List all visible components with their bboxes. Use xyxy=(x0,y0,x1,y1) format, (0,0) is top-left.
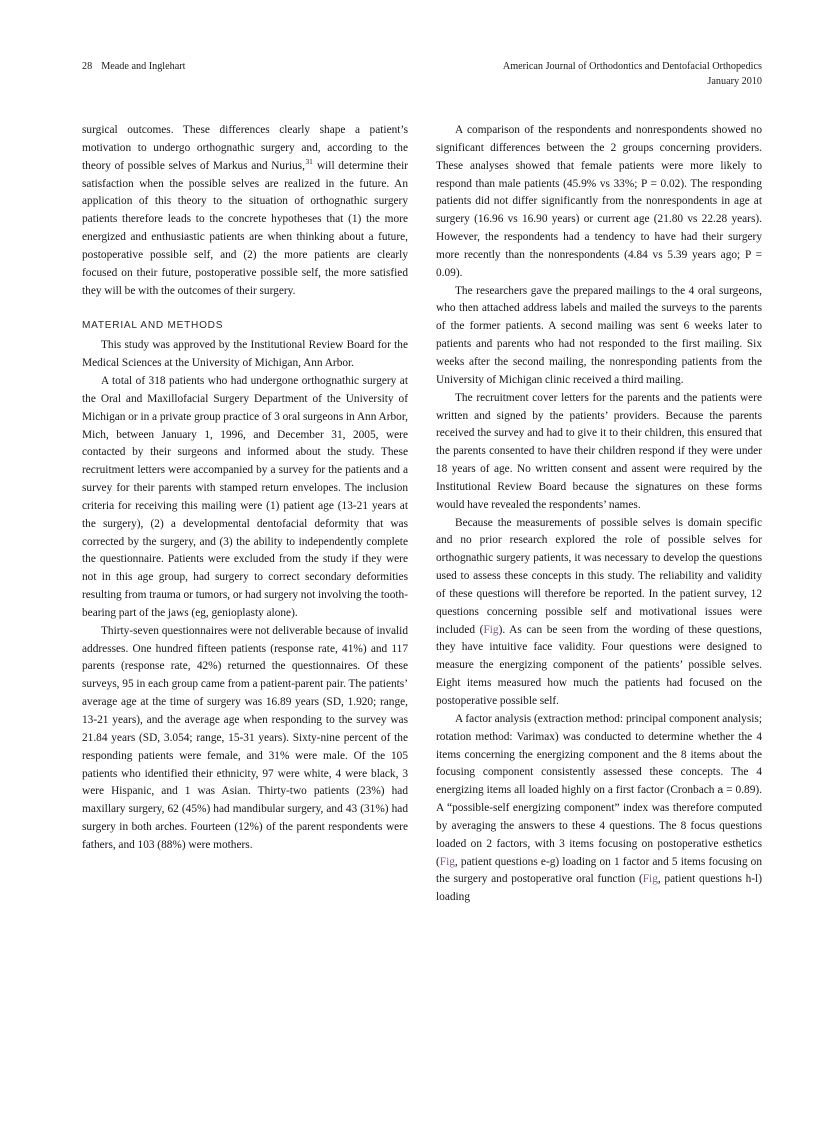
body-paragraph: A comparison of the respondents and nonrespondents showed no significant differences between the 2 groups concerning providers. These analyses showed that female patients were more likely to respond than male patients (45.9% vs 33%; P = 0.02). The responding patients did not differ significantly from the nonrespondents in age at surgery (16.96 vs 16.90 years) or current age (21.80 vs 22.28 years). However, the respondents had a tendency to have had their surgery more recently than the nonrespondents (4.84 vs 5.39 years ago; P = 0.09). xyxy=(436,124,762,279)
section-heading-material-and-methods: MATERIAL AND METHODS xyxy=(82,320,224,332)
body-paragraph: A total of 318 patients who had undergone orthognathic surgery at the Oral and Maxillofacial Surgery Department of the University of Michigan or in a private group practice of 3 oral surgeons in Ann Arbor, Mich, between January 1, 1996, and December 31, 2005, were contacted by their surgeons and informed about the study. These recruitment letters were accompanied by a survey for the patients and a survey for their parents with stamped return envelopes. The inclusion criteria for receiving this mailing were (1) patient age (13-21 years at the surgery), (2) a developmental dentofacial deformity that was corrected by the surgery, and (3) the ability to independently complete the questionnaire. Patients were excluded from the study if they were not in this age group, had surgery to correct secondary deformities resulting from trauma or tumors, or had surgery not involving the tooth-bearing part of the jaws (eg, genioplasty alone). xyxy=(82,374,408,619)
running-head xyxy=(82,60,762,94)
figure-cross-reference-link[interactable]: Fig xyxy=(642,873,658,886)
body-paragraph: This study was approved by the Institutional Review Board for the Medical Sciences at the University of Michigan, Ann Arbor. xyxy=(82,339,408,370)
column-container xyxy=(82,122,762,1072)
journal-title: American Journal of Orthodontics and Dentofacial Orthopedics xyxy=(502,61,762,72)
running-head-authors: Meade and Inglehart xyxy=(101,61,186,72)
running-head-right xyxy=(503,60,762,89)
heading-spacer-above xyxy=(82,300,408,317)
running-head-left xyxy=(82,60,185,73)
left-column-intro-paragraphs xyxy=(82,122,408,300)
issue-date: January 2010 xyxy=(707,75,762,87)
body-paragraph: Thirty-seven questionnaires were not deliverable because of invalid addresses. One hundred fifteen patients (response rate, 41%) and 117 parents (response rate, 42%) returned the questionnaires. Of these surveys, 95 in each group came from a patient-parent pair. The patients’ average age at the time of surgery was 16.89 years (SD, 1.920; range, 13-21 years), and the average age when responding to the survey was 21.84 years (SD, 3.054; range, 15-31 years). Sixty-nine percent of the responding patients were female, and 31% were male. Of the 105 patients who identified their ethnicity, 97 were white, 4 were black, 3 were Hispanic, and 1 was Asian. Thirty-two patients (23%) had maxillary surgery, 62 (45%) had mandibular surgery, and 43 (31%) had surgery in both arches. Fourteen (12%) of the parent respondents were fathers, and 103 (88%) were mothers. xyxy=(82,624,408,851)
figure-cross-reference-link[interactable]: Fig xyxy=(439,855,455,868)
body-paragraph: surgical outcomes. These differences clearly shape a patient’s motivation to undergo orthognathic surgery and, according to the theory of possible selves of Markus and Nurius,$^{31}$ will determine their satisfaction when the possible selves are realized in the future. An application of this theory to the situation of orthognathic surgery patients therefore leads to the concrete hypotheses that (1) the more energized and enthusiastic patients are when thinking about a future, postoperative possible self, and (2) the more patients are clearly focused on their future, postoperative possible self, the more satisfied they will be with the outcomes of their surgery. xyxy=(82,124,409,297)
right-column-body-paragraphs xyxy=(436,122,762,907)
body-paragraph: A factor analysis (extraction method: principal component analysis; rotation method: Varimax) was conducted to determine whether the 4 items concerning the energizing component and the 8 items about the focusing component consistently assessed these concepts. The 4 energizing items all loaded highly on a first factor (Cronbach a = 0.89). A “possible-self energizing component” index was therefore computed by averaging the answers to these 4 questions. The 8 focus questions loaded on 2 factors, with 3 items focusing on postoperative esthetics (Fig, patient questions e-g) loading on 1 factor and 5 items focusing on the surgery and postoperative oral function (Fig, patient questions h-l) loading xyxy=(436,712,762,904)
page-number: 28 xyxy=(82,61,93,72)
cronbach-alpha-symbol: a xyxy=(717,785,724,797)
citation-reference[interactable]: 31 xyxy=(305,156,313,166)
left-column xyxy=(82,122,408,1072)
body-paragraph: Because the measurements of possible selves is domain specific and no prior research explored the role of possible selves for orthognathic surgery patients, it was necessary to develop the questions used to assess these concepts in this study. The reliability and validity of these questions will therefore be reported. In the patient survey, 12 questions concerning possible self and motivational issues were included (Fig). As can be seen from the wording of these questions, they have intuitive face validity. Four questions were designed to measure the energizing component of the patients’ possible selves. Eight items measured how much the patients had focused on the postoperative possible self. xyxy=(436,516,762,707)
figure-cross-reference-link[interactable]: Fig xyxy=(483,623,499,636)
body-paragraph: The researchers gave the prepared mailings to the 4 oral surgeons, who then attached address labels and mailed the surveys to the parents of the former patients. A second mailing was sent 6 weeks later to patients and parents who had not responded to the first mailing. Six weeks after the second mailing, the nonresponding patients from the University of Michigan clinic received a third mailing. xyxy=(436,284,762,386)
left-column-body-paragraphs xyxy=(82,337,408,854)
body-paragraph: The recruitment cover letters for the parents and the patients were written and signed by the patients’ providers. Because the parents received the survey and had to give it to their children, this ensured that the parents consented to have their children respond if they were under 18 years of age. No written consent and assent were required by the Institutional Review Board because the signatures on these forms would have revealed the respondents’ names. xyxy=(436,391,762,511)
right-column xyxy=(436,122,762,1072)
